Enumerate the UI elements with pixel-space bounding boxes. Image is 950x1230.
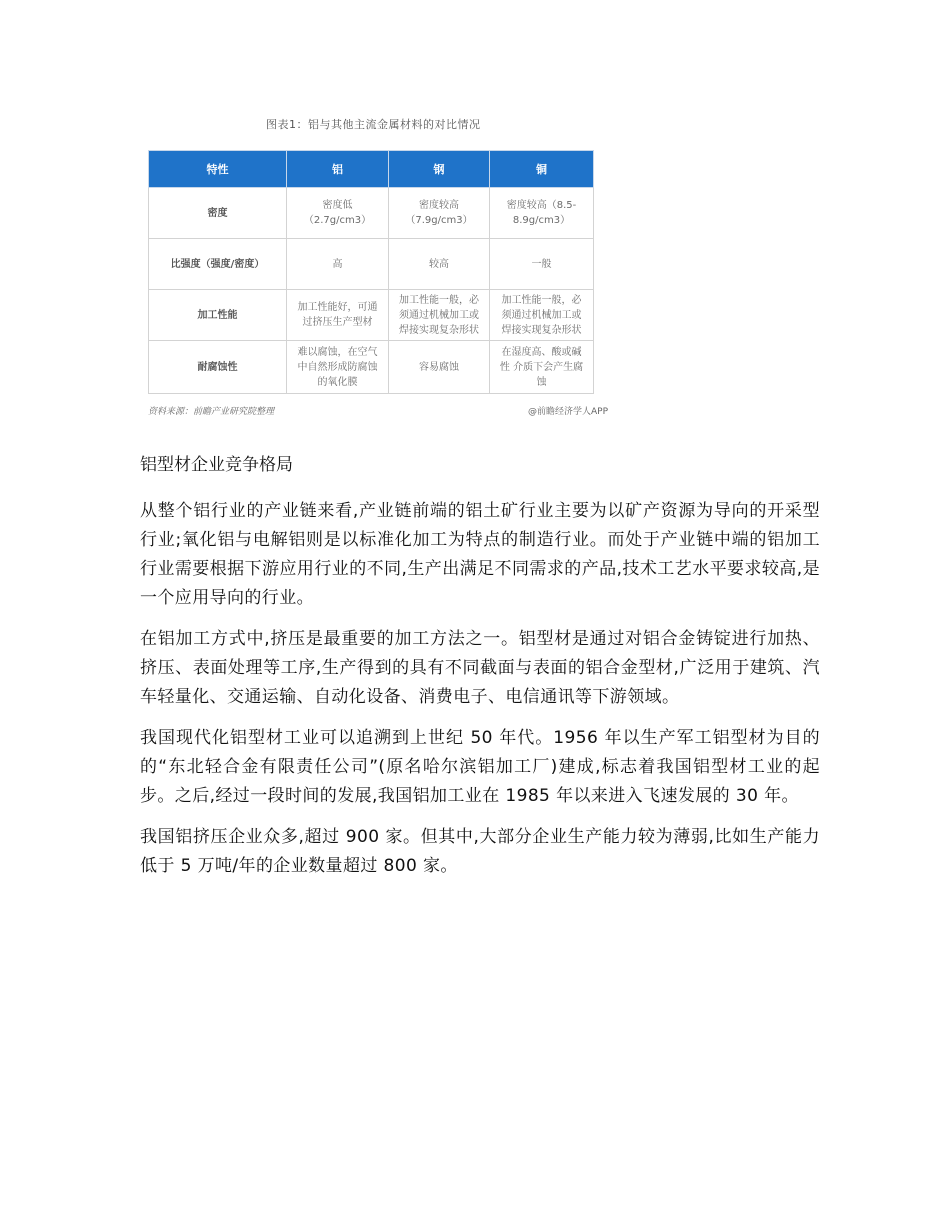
table-cell: 密度较高（8.5- 8.9g/cm3） bbox=[490, 188, 594, 239]
paragraph: 在铝加工方式中,挤压是最重要的加工方法之一。铝型材是通过对铝合金铸锭进行加热、挤压、表面处理等工序,生产得到的具有不同截面与表面的铝合金型材,广泛用于建筑、汽车轻量化、交通运输、自动化设备、消费电子、电信通讯等下游领域。 bbox=[140, 629, 820, 707]
table-row-header: 加工性能 bbox=[149, 290, 287, 341]
table-cell: 难以腐蚀，在空气 中自然形成防腐蚀 的氧化膜 bbox=[287, 341, 389, 394]
paragraph: 我国铝挤压企业众多,超过 900 家。但其中,大部分企业生产能力较为薄弱,比如生产能力低于 5 万吨/年的企业数量超过 800 家。 bbox=[140, 827, 820, 876]
table-cell: 密度低 （2.7g/cm3） bbox=[287, 188, 389, 239]
table-cell: 较高 bbox=[389, 239, 490, 290]
table-row bbox=[149, 188, 594, 239]
table-header-cell: 钢 bbox=[389, 151, 490, 188]
table-row bbox=[149, 341, 594, 394]
table-cell: 密度较高 （7.9g/cm3） bbox=[389, 188, 490, 239]
section-heading: 铝型材企业竞争格局 bbox=[140, 455, 293, 475]
table-cell: 在湿度高、酸或碱 性 介质下会产生腐 蚀 bbox=[490, 341, 594, 394]
table-header-cell: 铜 bbox=[490, 151, 594, 188]
figure-credit: @前瞻经济学人APP bbox=[527, 407, 608, 417]
comparison-table bbox=[148, 150, 594, 394]
table-cell: 高 bbox=[287, 239, 389, 290]
table-header-row bbox=[149, 151, 594, 188]
table-row-header: 耐腐蚀性 bbox=[149, 341, 287, 394]
table-header-cell: 特性 bbox=[149, 151, 287, 188]
article-body bbox=[140, 497, 820, 893]
paragraph: 我国现代化铝型材工业可以追溯到上世纪 50 年代。1956 年以生产军工铝型材为目的的“东北轻合金有限责任公司”(原名哈尔滨铝加工厂)建成,标志着我国铝型材工业的起步。之后,经过一段时间的发展,我国铝加工业在 1985 年以来进入飞速发展的 30 年。 bbox=[140, 728, 820, 806]
figure-source: 资料来源：前瞻产业研究院整理 bbox=[148, 407, 275, 417]
table-row-header: 密度 bbox=[149, 188, 287, 239]
table-row bbox=[149, 239, 594, 290]
table-row bbox=[149, 290, 594, 341]
paragraph: 从整个铝行业的产业链来看,产业链前端的铝土矿行业主要为以矿产资源为导向的开采型行业;氧化铝与电解铝则是以标准化加工为特点的制造行业。而处于产业链中端的铝加工行业需要根据下游应用行业的不同,生产出满足不同需求的产品,技术工艺水平要求较高,是一个应用导向的行业。 bbox=[140, 501, 820, 608]
table-header-cell: 铝 bbox=[287, 151, 389, 188]
table-cell: 容易腐蚀 bbox=[389, 341, 490, 394]
table-cell: 加工性能一般，必 须通过机械加工或 焊接实现复杂形状 bbox=[490, 290, 594, 341]
table-cell: 加工性能好，可通 过挤压生产型材 bbox=[287, 290, 389, 341]
comparison-figure bbox=[138, 112, 610, 422]
table-row-header: 比强度（强度/密度） bbox=[149, 239, 287, 290]
table-cell: 一般 bbox=[490, 239, 594, 290]
table-cell: 加工性能一般，必 须通过机械加工或 焊接实现复杂形状 bbox=[389, 290, 490, 341]
figure-title: 图表1：铝与其他主流金属材料的对比情况 bbox=[266, 118, 481, 131]
